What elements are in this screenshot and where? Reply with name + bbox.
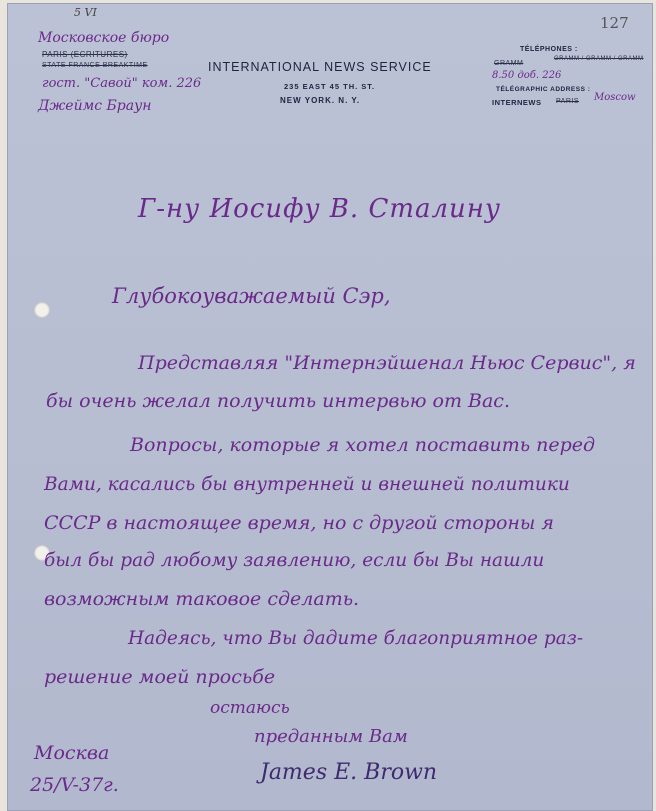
letter-sheet [8,4,652,810]
correspondent-name: Джеймс Браун [38,98,152,114]
paragraph-1-line-1: Представляя "Интернэйшенал Ньюс Сервис", я [138,352,636,374]
paragraph-2-line-2: Вами, касались бы внутренней и внешней политики [44,474,570,495]
paragraph-2-line-5: возможным таковое сделать. [44,588,360,610]
paragraph-3-line-1: Надеясь, что Вы дадите благоприятное раз- [128,628,584,649]
addressee: Г-ну Иосифу В. Сталину [138,194,501,224]
paragraph-2-line-1: Вопросы, которые я хотел поставить перед [130,434,596,456]
closing-line-1: остаюсь [210,698,290,718]
bureau-name: Московское бюро [38,30,170,46]
place: Москва [34,742,110,764]
signature: James E. Brown [260,760,438,785]
date: 25/V-37г. [30,774,119,796]
letterhead-address: 235 EAST 45 TH. ST. [284,82,376,91]
telegraphic-label: TÉLÉGRAPHIC ADDRESS : [496,86,591,93]
letterhead-city: NEW YORK. N. Y. [280,96,361,105]
cable-handwritten: Moscow [594,92,636,103]
paragraph-1-line-2: бы очень желал получить интервью от Вас. [46,390,510,412]
closing-line-2: преданным Вам [254,726,408,747]
telephones-label: TÉLÉPHONES : [520,46,578,53]
paragraph-3-line-2: решение моей просьбе [44,666,276,688]
cable-struck: PARIS [556,98,579,105]
paragraph-2-line-4: был бы рад любому заявлению, если бы Вы нашли [44,550,545,571]
punch-hole-top [34,302,50,318]
telephone-struck: GRAMM [494,60,524,67]
letterhead-org: INTERNATIONAL NEWS SERVICE [208,60,432,74]
paragraph-2-line-3: СССР в настоящее время, но с другой стороны я [44,512,555,534]
struck-line-2: STATE FRANCE BREAKTIME [42,62,148,69]
hotel-room: гост. "Савой" ком. 226 [42,76,202,91]
salutation: Глубокоуважаемый Сэр, [112,284,391,308]
struck-line-1: PARIS (ECRITURES) [42,50,128,59]
telephone-handwritten: 8.50 доб. 226 [492,70,562,81]
cable-address: INTERNEWS [492,98,542,107]
folio-mark: 5 VI [74,6,97,19]
page-number: 127 [600,14,629,32]
telephone-codes: GRAMM / GRAMM / GRAMM [554,56,644,62]
